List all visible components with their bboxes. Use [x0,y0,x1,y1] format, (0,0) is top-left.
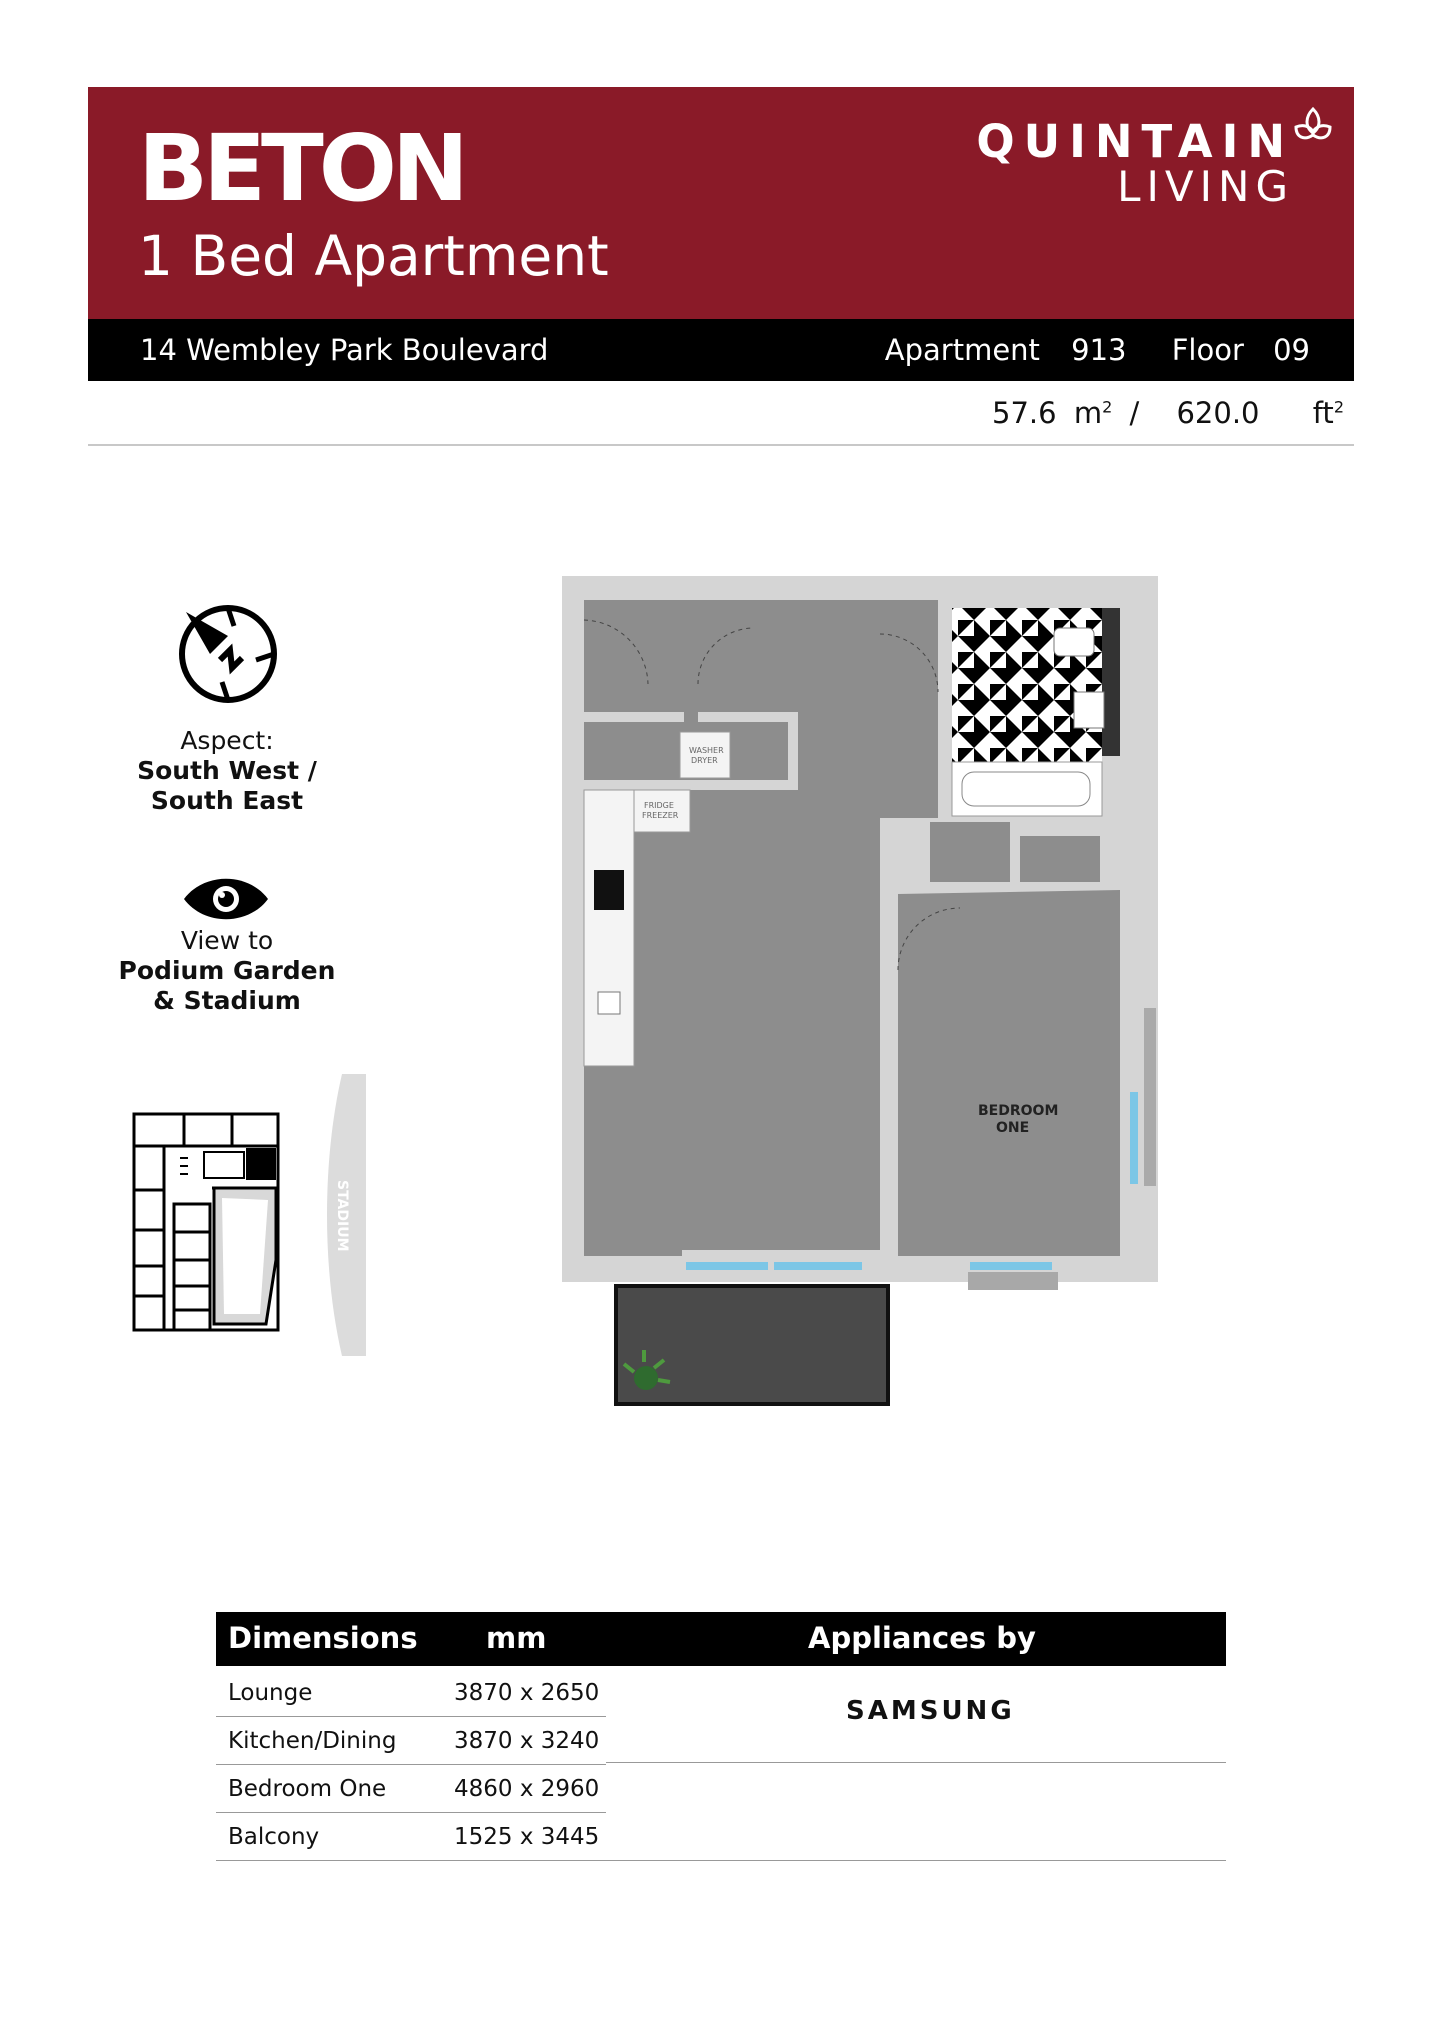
wardrobe [930,822,1010,882]
fridge-label-2: FREEZER [642,811,679,820]
area-sqm-unit: m [1073,396,1103,430]
address-bar [88,319,1354,381]
quintain-living-logo [976,115,1294,211]
appliances-heading: Appliances by [808,1621,1036,1655]
view-line-1: Podium Garden [118,956,336,985]
aspect-label: Aspect: [180,726,274,755]
aspect-info [97,726,357,816]
room-size: 1525 x 3445 [454,1824,600,1850]
floor-plan [558,572,1158,1412]
logo-word-2: LIVING [1117,162,1294,211]
window [774,1262,862,1270]
fridge-label-1: FRIDGE [644,801,674,810]
area-row [992,396,1344,430]
aspect-line-1: South West / [137,756,317,785]
view-info [97,926,357,1016]
room-size: 4860 x 2960 [454,1776,600,1802]
dimensions-header [216,1612,1226,1666]
unit-heading: mm [486,1621,547,1655]
area-sqm: 57.6 [992,396,1057,430]
dimensions-heading: Dimensions [228,1621,418,1655]
trefoil-logo-icon [1290,105,1336,151]
sqm-exponent: 2 [1102,397,1113,417]
window [686,1262,768,1270]
hob-icon [594,870,624,910]
area-separator: / [1129,396,1140,430]
header-band [88,87,1354,319]
divider [606,1762,1226,1763]
kitchen-counter [584,790,634,1066]
divider [606,1860,1226,1861]
table-row [216,1764,606,1813]
compass-icon [176,602,280,706]
building-key-plan [130,1070,370,1360]
washer-dryer [680,732,730,778]
bedroom-floor [898,890,1120,1256]
stadium-label: STADIUM [334,1180,350,1252]
apartment-type: 1 Bed Apartment [138,224,609,288]
room-size: 3870 x 2650 [454,1680,600,1706]
washer-label-1: WASHER [689,746,724,755]
room-name: Lounge [228,1680,313,1706]
apartment-number: 913 [1071,333,1127,367]
view-line-2: & Stadium [153,986,301,1015]
address: 14 Wembley Park Boulevard [140,333,549,367]
room-name: Bedroom One [228,1776,387,1802]
table-row [216,1668,606,1717]
basin-icon [1074,692,1104,728]
room-size: 3870 x 3240 [454,1728,600,1754]
washer-label-2: DRYER [691,756,718,765]
sqft-exponent: 2 [1333,397,1344,417]
area-sqft-unit: ft [1312,396,1334,430]
room-name: Balcony [228,1824,320,1850]
apartment-info [875,333,1310,367]
balcony [616,1286,888,1404]
toilet-icon [1054,628,1094,656]
view-label: View to [180,926,274,955]
aspect-line-2: South East [150,786,304,815]
bedroom-label-1: BEDROOM [978,1103,1059,1119]
apartment-highlight [246,1148,276,1180]
table-row [216,1812,606,1861]
wardrobe [1020,836,1100,882]
floor-label: Floor [1171,333,1244,367]
sink-icon [598,992,620,1014]
floor-number: 09 [1273,333,1310,367]
logo-word-1: QUINTAIN [976,115,1294,168]
bedroom-label-2: ONE [996,1120,1030,1136]
window [970,1262,1052,1270]
table-row [216,1716,606,1765]
room-name: Kitchen/Dining [228,1728,397,1754]
window [1130,1092,1138,1184]
divider [88,444,1354,446]
samsung-logo: SAMSUNG [846,1696,1015,1726]
development-name: BETON [138,115,464,222]
apartment-label: Apartment [884,333,1040,367]
eye-icon [182,876,270,922]
area-sqft: 620.0 [1176,396,1260,430]
